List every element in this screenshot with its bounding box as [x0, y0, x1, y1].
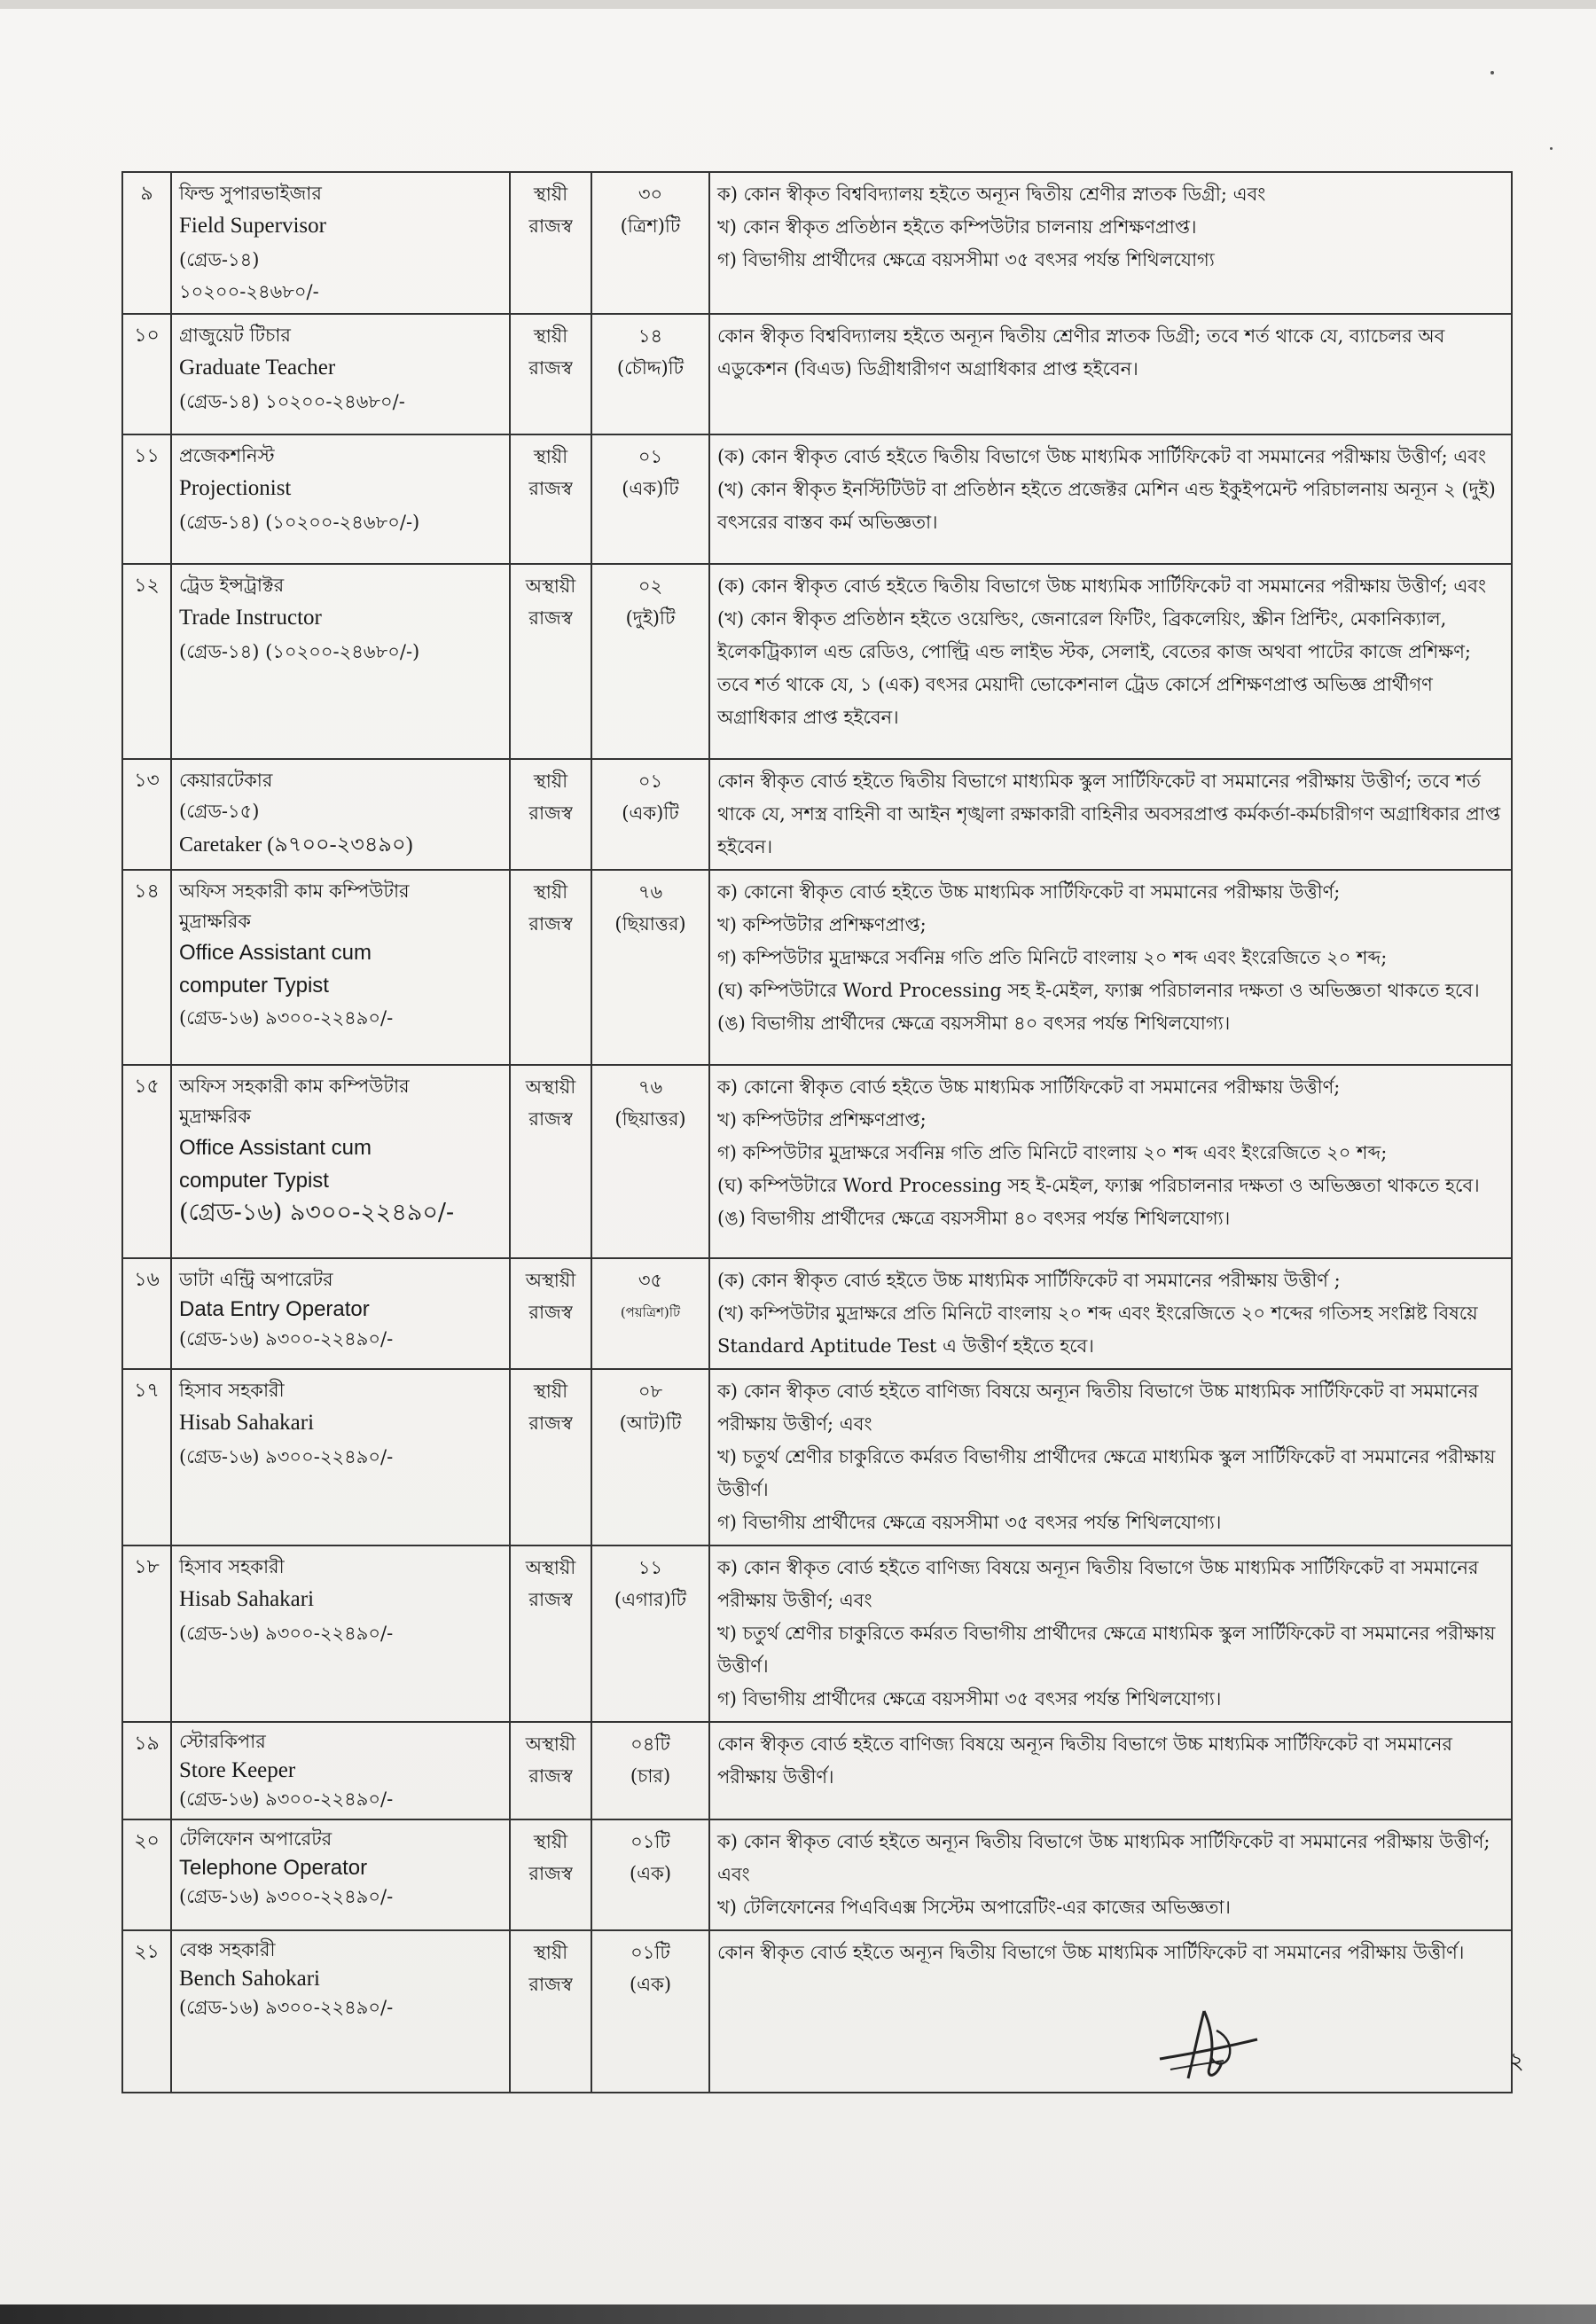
serial-number: ২১	[122, 1930, 171, 2093]
post-type: রাজস্ব	[528, 478, 573, 499]
grade-line: (গ্রেড-১৪) (১০২০০-২৪৬৮০/-)	[179, 641, 420, 662]
post-count: ০৪টি	[630, 1733, 670, 1755]
grade-line: (গ্রেড-১৬) ৯৩০০-২২৪৯০/-	[179, 1886, 394, 1907]
qualification-line: (খ) কোন স্বীকৃত ইনস্টিটিউট বা প্রতিষ্ঠান হইতে প্রজেক্টর মেশিন এন্ড ইকুইপমেন্ট পরিচালনায় অন্যূন ২ (দুই) বৎসরের বাস্তব কর্ম অভিজ্ঞতা।	[717, 479, 1496, 533]
post-name-english: Bench Sahokari	[179, 1967, 320, 1991]
post-count-words: (ছিয়াত্তর)	[614, 913, 686, 935]
qualification-line: (ঘ) কম্পিউটারে Word Processing সহ ই-মেইল, ফ্যাক্স পরিচালনার দক্ষতা ও অভিজ্ঞতা থাকতে হবে।	[717, 980, 1480, 1001]
post-name-cell	[171, 434, 510, 564]
post-name-english: Store Keeper	[179, 1758, 296, 1782]
qualification-line: কোন স্বীকৃত বোর্ড হইতে দ্বিতীয় বিভাগে মাধ্যমিক স্কুল সার্টিফিকেট বা সমমানের পরীক্ষায় উত্তীর্ণ; তবে শর্ত থাকে যে, সশস্ত্র বাহিনী বা আইন শৃঙ্খলা রক্ষাকারী বাহিনীর অবসরপ্রাপ্ত কর্মকর্তা-কর্মচারীগণ অগ্রাধিকার প্রাপ্ত হইবেন।	[717, 771, 1501, 857]
qualification-cell	[709, 434, 1512, 564]
serial-number: ১৯	[122, 1722, 171, 1819]
post-type: স্থায়ী	[533, 881, 568, 903]
page-number: ২	[1509, 2048, 1524, 2075]
table-row	[122, 1065, 1512, 1258]
post-count-cell	[591, 564, 709, 759]
post-type: স্থায়ী	[533, 1831, 568, 1852]
post-type-cell	[510, 1722, 591, 1819]
table-row	[122, 1369, 1512, 1545]
serial-number: ৯	[122, 172, 171, 314]
qualification-cell	[709, 1819, 1512, 1930]
post-count-cell	[591, 870, 709, 1065]
qualification-line: গ) বিভাগীয় প্রার্থীদের ক্ষেত্রে বয়সসীমা ৩৫ বৎসর পর্যন্ত শিথিলযোগ্য।	[717, 1512, 1222, 1533]
post-type: স্থায়ী	[533, 184, 568, 205]
table-row	[122, 564, 1512, 759]
qualification-line: গ) বিভাগীয় প্রার্থীদের ক্ষেত্রে বয়সসীমা ৩৫ বৎসর পর্যন্ত শিথিলযোগ্য	[717, 249, 1215, 270]
post-name-cell	[171, 1065, 510, 1258]
post-type: স্থায়ী	[533, 325, 568, 347]
post-count-cell	[591, 1930, 709, 2093]
post-count-words: (চৌদ্দ)টি	[616, 357, 685, 379]
post-type: অস্থায়ী	[525, 1076, 576, 1098]
post-count-cell	[591, 434, 709, 564]
qualification-line: (খ) কোন স্বীকৃত প্রতিষ্ঠান হইতে ওয়েল্ডিং, জেনারেল ফিটিং, ব্রিকলেয়িং, স্ক্রীন প্রিন্টিং, মেকানিক্যাল, ইলেকট্রিক্যাল এন্ড রেডিও, পোল্ট্রি এন্ড লাইভ স্টক, সেলাই, বেতের কাজ অথবা পাটের কাজে প্রশিক্ষণ; তবে শর্ত থাকে যে, ১ (এক) বৎসর মেয়াদী ভোকেশনাল ট্রেড কোর্সে প্রশিক্ষণপ্রাপ্ত অভিজ্ঞ প্রার্থীগণ অগ্রাধিকার প্রাপ্ত হইবেন।	[717, 608, 1472, 728]
post-count-cell	[591, 1722, 709, 1819]
post-count-words: (এক)টি	[622, 478, 679, 499]
qualification-line: (ঙ) বিভাগীয় প্রার্থীদের ক্ষেত্রে বয়সসীমা ৪০ বৎসর পর্যন্ত শিথিলযোগ্য।	[717, 1013, 1231, 1034]
serial-number: ২০	[122, 1819, 171, 1930]
post-count-cell	[591, 1819, 709, 1930]
table-row	[122, 1258, 1512, 1369]
qualification-line: খ) কম্পিউটার প্রশিক্ষণপ্রাপ্ত;	[717, 914, 927, 935]
post-name-cell	[171, 314, 510, 434]
qualification-cell	[709, 564, 1512, 759]
qualification-line: (ক) কোন স্বীকৃত বোর্ড হইতে উচ্চ মাধ্যমিক সার্টিফিকেট বা সমমানের পরীক্ষায় উত্তীর্ণ ;	[717, 1270, 1341, 1291]
post-type: রাজস্ব	[528, 1589, 573, 1610]
qualification-line: ক) কোনো স্বীকৃত বোর্ড হইতে উচ্চ মাধ্যমিক সার্টিফিকেট বা সমমানের পরীক্ষায় উত্তীর্ণ;	[717, 881, 1341, 903]
post-type-cell	[510, 759, 591, 870]
post-type-cell	[510, 1545, 591, 1722]
post-count: ০১	[638, 446, 663, 467]
qualification-line: ক) কোন স্বীকৃত বোর্ড হইতে বাণিজ্য বিষয়ে অন্যূন দ্বিতীয় বিভাগে উচ্চ মাধ্যমিক সার্টিফিকেট বা সমমানের পরীক্ষায় উত্তীর্ণ; এবং	[717, 1381, 1479, 1435]
post-type: অস্থায়ী	[525, 1270, 576, 1291]
qualification-line: ক) কোন স্বীকৃত বিশ্ববিদ্যালয় হইতে অন্যূন দ্বিতীয় শ্রেণীর স্নাতক ডিগ্রী; এবং	[717, 184, 1266, 205]
post-count-cell	[591, 759, 709, 870]
grade-line: (গ্রেড-১৬) ৯৩০০-২২৪৯০/-	[179, 1328, 394, 1350]
post-type: রাজস্ব	[528, 802, 573, 824]
post-name-english: Data Entry Operator	[179, 1297, 370, 1321]
post-type: স্থায়ী	[533, 446, 568, 467]
qualification-line: খ) কোন স্বীকৃত প্রতিষ্ঠান হইতে কম্পিউটার চালনায় প্রশিক্ষণপ্রাপ্ত।	[717, 216, 1197, 238]
post-count-words: (এক)টি	[622, 802, 679, 824]
grade-line: (গ্রেড-১৬) ৯৩০০-২২৪৯০/-	[179, 1788, 394, 1810]
post-type-cell	[510, 1930, 591, 2093]
post-name-cell	[171, 564, 510, 759]
qualification-cell	[709, 1722, 1512, 1819]
post-type: রাজস্ব	[528, 1765, 573, 1787]
post-name-english-with-scale: Caretaker (৯৭০০-২৩৪৯০)	[179, 833, 413, 857]
post-name-cell	[171, 1722, 510, 1819]
post-name-english: Graduate Teacher	[179, 356, 336, 380]
post-count-words: (এগার)টি	[614, 1589, 687, 1610]
post-count: ৩০	[638, 184, 663, 205]
post-type-cell	[510, 1258, 591, 1369]
post-name-bangla: ফিল্ড সুপারভাইজার	[179, 183, 322, 204]
grade-line: (গ্রেড-১৫)	[179, 801, 260, 822]
post-name-bangla: হিসাব সহকারী	[179, 1556, 285, 1577]
qualification-cell	[709, 870, 1512, 1065]
post-type: রাজস্ব	[528, 1412, 573, 1434]
post-count-cell	[591, 1369, 709, 1545]
post-name-english: Telephone Operator	[179, 1856, 368, 1880]
post-type: রাজস্ব	[528, 1863, 573, 1884]
serial-number: ১৫	[122, 1065, 171, 1258]
post-name-bangla: হিসাব সহকারী	[179, 1380, 285, 1401]
post-name-cell	[171, 759, 510, 870]
qualification-line: গ) বিভাগীয় প্রার্থীদের ক্ষেত্রে বয়সসীমা ৩৫ বৎসর পর্যন্ত শিথিলযোগ্য।	[717, 1688, 1222, 1710]
qualification-cell	[709, 1258, 1512, 1369]
post-name-cell	[171, 1369, 510, 1545]
table-row	[122, 870, 1512, 1065]
post-name-english: Field Supervisor	[179, 214, 326, 238]
post-count-cell	[591, 1065, 709, 1258]
qualification-cell	[709, 172, 1512, 314]
scan-top-edge	[0, 0, 1596, 9]
job-posts-table	[121, 171, 1513, 2093]
post-count-words: (এক)	[629, 1974, 672, 1995]
qualification-line: খ) টেলিফোনের পিএবিএক্স সিস্টেম অপারেটিং-এর কাজের অভিজ্ঞতা।	[717, 1897, 1231, 1918]
qualification-line: (ঙ) বিভাগীয় প্রার্থীদের ক্ষেত্রে বয়সসীমা ৪০ বৎসর পর্যন্ত শিথিলযোগ্য।	[717, 1208, 1231, 1229]
post-name-english: Trade Instructor	[179, 606, 322, 630]
post-count-cell	[591, 314, 709, 434]
post-type-cell	[510, 434, 591, 564]
qualification-line: (ক) কোন স্বীকৃত বোর্ড হইতে দ্বিতীয় বিভাগে উচ্চ মাধ্যমিক সার্টিফিকেট বা সমমানের পরীক্ষায় উত্তীর্ণ; এবং	[717, 446, 1487, 467]
table-body	[122, 172, 1512, 2093]
scan-bottom-edge	[0, 2304, 1596, 2324]
serial-number: ১৬	[122, 1258, 171, 1369]
post-type-cell	[510, 1369, 591, 1545]
post-count: ০১টি	[630, 1942, 670, 1963]
post-count-words: (ছিয়াত্তর)	[614, 1108, 686, 1130]
qualification-line: ক) কোন স্বীকৃত বোর্ড হইতে বাণিজ্য বিষয়ে অন্যূন দ্বিতীয় বিভাগে উচ্চ মাধ্যমিক সার্টিফিকেট বা সমমানের পরীক্ষায় উত্তীর্ণ; এবং	[717, 1557, 1479, 1611]
qualification-cell	[709, 1065, 1512, 1258]
qualification-line: ক) কোনো স্বীকৃত বোর্ড হইতে উচ্চ মাধ্যমিক সার্টিফিকেট বা সমমানের পরীক্ষায় উত্তীর্ণ;	[717, 1076, 1341, 1098]
grade-line: (গ্রেড-১৬) ৯৩০০-২২৪৯০/-	[179, 1997, 394, 2018]
post-type-cell	[510, 1819, 591, 1930]
table-row	[122, 759, 1512, 870]
table-row	[122, 1545, 1512, 1722]
serial-number: ১০	[122, 314, 171, 434]
post-name-bangla: ডাটা এন্ট্রি অপারেটর	[179, 1269, 333, 1290]
qualification-line: খ) চতুর্থ শ্রেণীর চাকুরিতে কর্মরত বিভাগীয় প্রার্থীদের ক্ষেত্রে মাধ্যমিক স্কুল সার্টিফিকেট বা সমমানের পরীক্ষায় উত্তীর্ণ।	[717, 1623, 1496, 1677]
post-count: ১১	[638, 1557, 663, 1578]
qualification-cell	[709, 1545, 1512, 1722]
grade-line: ১০২০০-২৪৬৮০/-	[179, 281, 319, 302]
serial-number: ১২	[122, 564, 171, 759]
post-type: রাজস্ব	[528, 607, 573, 629]
post-type: রাজস্ব	[528, 215, 573, 237]
qualification-line: (ঘ) কম্পিউটারে Word Processing সহ ই-মেইল, ফ্যাক্স পরিচালনার দক্ষতা ও অভিজ্ঞতা থাকতে হবে।	[717, 1175, 1480, 1196]
grade-line: (গ্রেড-১৬) ৯৩০০-২২৪৯০/-	[179, 1007, 394, 1029]
post-count-words: (পয়ত্রিশ)টি	[620, 1304, 681, 1320]
post-count-words: (চার)	[630, 1765, 671, 1787]
post-count: ০২	[638, 575, 663, 597]
post-type: রাজস্ব	[528, 1108, 573, 1130]
post-type: স্থায়ী	[533, 1381, 568, 1402]
qualification-cell	[709, 1369, 1512, 1545]
post-count-words: (এক)	[629, 1863, 672, 1884]
post-name-bangla: বেঞ্চ সহকারী	[179, 1939, 276, 1960]
post-name-english: Office Assistant cum computer Typist	[179, 941, 372, 998]
post-count: ৭৬	[638, 881, 663, 903]
post-name-cell	[171, 172, 510, 314]
grade-line: (গ্রেড-১৬) ৯৩০০-২২৪৯০/-	[179, 1623, 394, 1644]
post-count: ৩৫	[638, 1270, 663, 1291]
post-name-bangla: স্টোরকিপার	[179, 1731, 266, 1752]
post-type: অস্থায়ী	[525, 575, 576, 597]
post-name-bangla: গ্রাজুয়েট টিচার	[179, 325, 291, 346]
qualification-line: কোন স্বীকৃত বোর্ড হইতে অন্যূন দ্বিতীয় বিভাগে উচ্চ মাধ্যমিক সার্টিফিকেট বা সমমানের পরীক্ষায় উত্তীর্ণ।	[717, 1942, 1465, 1963]
post-name-bangla: ট্রেড ইন্সট্রাক্টর	[179, 575, 285, 596]
table-row	[122, 314, 1512, 434]
grade-line: (গ্রেড-১৬) ৯৩০০-২২৪৯০/-	[179, 1199, 455, 1226]
serial-number: ১৪	[122, 870, 171, 1065]
table-row	[122, 1722, 1512, 1819]
post-count-cell	[591, 172, 709, 314]
post-name-english: Projectionist	[179, 476, 292, 500]
serial-number: ১৮	[122, 1545, 171, 1722]
post-name-bangla: টেলিফোন অপারেটর	[179, 1828, 332, 1850]
post-count: ০৮	[638, 1381, 663, 1402]
table-row	[122, 172, 1512, 314]
qualification-line: খ) কম্পিউটার প্রশিক্ষণপ্রাপ্ত;	[717, 1109, 927, 1131]
post-count: ০১	[638, 771, 663, 792]
post-type: রাজস্ব	[528, 357, 573, 379]
qualification-line: গ) কম্পিউটার মুদ্রাক্ষরে সর্বনিম্ন গতি প্রতি মিনিটে বাংলায় ২০ শব্দ এবং ইংরেজিতে ২০ শব্দ;	[717, 1142, 1388, 1163]
post-type-cell	[510, 870, 591, 1065]
signature-mark	[1153, 2004, 1268, 2084]
post-name-bangla: অফিস সহকারী কাম কম্পিউটার মুদ্রাক্ষরিক	[179, 880, 410, 932]
post-type: রাজস্ব	[528, 1974, 573, 1995]
post-name-cell	[171, 1545, 510, 1722]
post-name-cell	[171, 1258, 510, 1369]
scan-speck	[1490, 71, 1494, 74]
post-name-english: Hisab Sahakari	[179, 1587, 315, 1611]
grade-line: (গ্রেড-১৪) (১০২০০-২৪৬৮০/-)	[179, 512, 420, 533]
grade-line: (গ্রেড-১৪) ১০২০০-২৪৬৮০/-	[179, 391, 405, 412]
post-name-english: Hisab Sahakari	[179, 1411, 315, 1435]
post-type: রাজস্ব	[528, 913, 573, 935]
post-count: ০১টি	[630, 1831, 670, 1852]
serial-number: ১৭	[122, 1369, 171, 1545]
post-count-words: (ত্রিশ)টি	[620, 215, 681, 237]
post-name-cell	[171, 870, 510, 1065]
post-type-cell	[510, 172, 591, 314]
post-type-cell	[510, 1065, 591, 1258]
post-type: অস্থায়ী	[525, 1557, 576, 1578]
scan-speck	[1550, 147, 1553, 150]
post-name-english: Office Assistant cum computer Typist	[179, 1136, 372, 1193]
post-type: স্থায়ী	[533, 1942, 568, 1963]
qualification-line: খ) চতুর্থ শ্রেণীর চাকুরিতে কর্মরত বিভাগীয় প্রার্থীদের ক্ষেত্রে মাধ্যমিক স্কুল সার্টিফিকেট বা সমমানের পরীক্ষায় উত্তীর্ণ।	[717, 1446, 1496, 1500]
qualification-line: কোন স্বীকৃত বোর্ড হইতে বাণিজ্য বিষয়ে অন্যূন দ্বিতীয় বিভাগে উচ্চ মাধ্যমিক সার্টিফিকেট বা সমমানের পরীক্ষায় উত্তীর্ণ।	[717, 1733, 1452, 1788]
post-type: অস্থায়ী	[525, 1733, 576, 1755]
post-count-cell	[591, 1545, 709, 1722]
post-count-words: (আট)টি	[619, 1412, 682, 1434]
qualification-line: ক) কোন স্বীকৃত বোর্ড হইতে অন্যূন দ্বিতীয় বিভাগে উচ্চ মাধ্যমিক সার্টিফিকেট বা সমমানের পরীক্ষায় উত্তীর্ণ; এবং	[717, 1831, 1490, 1885]
qualification-cell	[709, 314, 1512, 434]
table-row	[122, 1819, 1512, 1930]
post-name-bangla: প্রজেকশনিস্ট	[179, 445, 275, 466]
serial-number: ১৩	[122, 759, 171, 870]
serial-number: ১১	[122, 434, 171, 564]
grade-line: (গ্রেড-১৪)	[179, 249, 260, 270]
post-name-cell	[171, 1819, 510, 1930]
post-count-cell	[591, 1258, 709, 1369]
table-row	[122, 434, 1512, 564]
qualification-line: (খ) কম্পিউটার মুদ্রাক্ষরে প্রতি মিনিটে বাংলায় ২০ শব্দ এবং ইংরেজিতে ২০ শব্দের গতিসহ সংশ্লিষ্ট বিষয়ে Standard Aptitude Test এ উত্তীর্ণ হইতে হবে।	[717, 1303, 1478, 1357]
grade-line: (গ্রেড-১৬) ৯৩০০-২২৪৯০/-	[179, 1446, 394, 1467]
post-count: ১৪	[638, 325, 663, 347]
qualification-line: (ক) কোন স্বীকৃত বোর্ড হইতে দ্বিতীয় বিভাগে উচ্চ মাধ্যমিক সার্টিফিকেট বা সমমানের পরীক্ষায় উত্তীর্ণ; এবং	[717, 575, 1487, 597]
qualification-cell	[709, 1930, 1512, 2093]
post-name-cell	[171, 1930, 510, 2093]
qualification-line: কোন স্বীকৃত বিশ্ববিদ্যালয় হইতে অন্যূন দ্বিতীয় শ্রেণীর স্নাতক ডিগ্রী; তবে শর্ত থাকে যে, ব্যাচেলর অব এডুকেশন (বিএড) ডিগ্রীধারীগণ অগ্রাধিকার প্রাপ্ত হইবেন।	[717, 325, 1445, 380]
post-type-cell	[510, 564, 591, 759]
post-type: স্থায়ী	[533, 771, 568, 792]
post-type-cell	[510, 314, 591, 434]
post-name-bangla: অফিস সহকারী কাম কম্পিউটার মুদ্রাক্ষরিক	[179, 1076, 410, 1127]
post-count: ৭৬	[638, 1076, 663, 1098]
qualification-line: গ) কম্পিউটার মুদ্রাক্ষরে সর্বনিম্ন গতি প্রতি মিনিটে বাংলায় ২০ শব্দ এবং ইংরেজিতে ২০ শব্দ;	[717, 947, 1388, 968]
post-count-words: (দুই)টি	[625, 607, 676, 629]
qualification-cell	[709, 759, 1512, 870]
post-type: রাজস্ব	[528, 1302, 573, 1323]
table-row	[122, 1930, 1512, 2093]
post-name-bangla: কেয়ারটেকার	[179, 770, 273, 791]
